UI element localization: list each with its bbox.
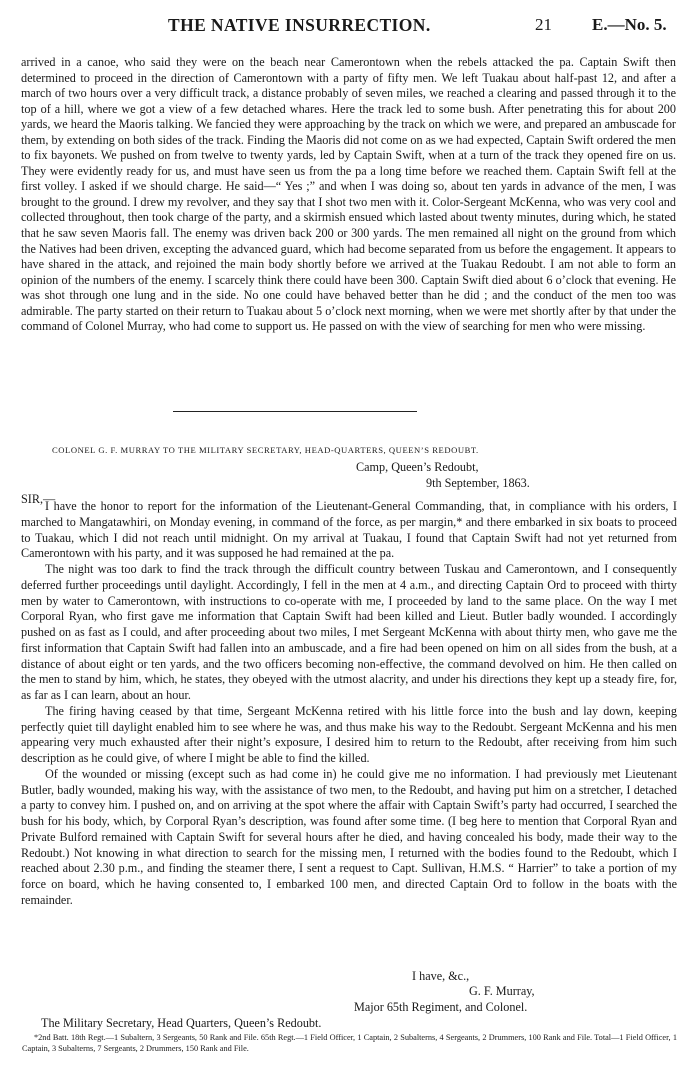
page-header: [0, 15, 700, 39]
page-number: 21: [535, 15, 552, 34]
letter-date: 9th September, 1863.: [426, 476, 530, 490]
letter-closing: I have, &c.,: [412, 969, 470, 983]
letter-paragraph: The firing having ceased by that time, Sergeant McKenna retired with his little force into the bush and lay down, keeping perfectly quiet till daylight enabled him to see where he was, and thus make his way to the Redoubt. Sergeant McKenna and his men appearing very much exhausted after their night’s exposure, I desired him to return to the Redoubt, after receiving from him such description as he could give, of where I might be able to find the killed.: [21, 703, 677, 765]
running-title: THE NATIVE INSURRECTION.: [168, 15, 431, 35]
letter-caption: COLONEL G. F. MURRAY TO THE MILITARY SECRETARY, HEAD-QUARTERS, QUEEN’S REDOUBT.: [52, 445, 479, 455]
force-footnote: *2nd Batt. 18th Regt.—1 Subaltern, 3 Sergeants, 50 Rank and File. 65th Regt.—1 Field Officer, 1 Captain, 2 Subalterns, 4 Sergeants, 2 Drummers, 100 Rank and File. Total—1 Field Officer, 1 Captain, 3 Subalterns, 7 Sergeants, 2 Drummers, 150 Rank and File.: [22, 1033, 677, 1054]
letter-addressee: The Military Secretary, Head Quarters, Queen’s Redoubt.: [41, 1016, 322, 1030]
signature-name: G. F. Murray,: [469, 984, 535, 998]
section-divider: [173, 411, 417, 412]
letter-paragraph: The night was too dark to find the track through the difficult country between Tuskau and Camerontown, and I consequently deferred further proceedings until daylight. Accordingly, I fell in the men at 4 a.m., and directing Captain Ord to proceed with thirty men by water to Camerontown, with instructions to co-operate with me, I proceeded by land to the same place. On the way I met Corporal Ryan, who first gave me information that Captain Swift had been killed and Lieut. Butler badly wounded. I accordingly pushed on as fast as I could, and after proceeding about two miles, I met Sergeant McKenna with about thirty men, who gave me the first information that Captain Swift had fallen into an ambuscade, and a fire had been opened on him on all sides from the bush, at a distance of about eight or ten yards, and the two officers becoming non-effective, the command devolved on him. He then called on the men to stand by him, which, he states, they obeyed with the utmost alacrity, and under his directions they kept up a steady fire, for, as far as I can learn, about an hour.: [21, 562, 677, 702]
signature-rank: Major 65th Regiment, and Colonel.: [354, 1000, 528, 1014]
continuation-paragraph: arrived in a canoe, who said they were on the beach near Camerontown when the rebels attacked the pa. Captain Swift then determined to proceed in the direction of Camerontown with a party of fifty men. We left Tuakau about half-past 12, and after a march of two hours over a very difficult track, a distance probably of seven miles, we reached a clearing and passed through it to the top of a hill, where we got a view of a few detached whares. Here the track led to some bush. After penetrating this for about 200 yards, we heard the Maoris talking. We fancied they were approaching by the track on which we were, and prepared an ambuscade for them, by extending on both sides of the track. Finding the Maoris did not come on as we had expected, Captain Swift ordered the men to fix bayonets. We pushed on from twelve to twenty yards, led by Captain Swift, when at a turn of the track they opened fire on us. They were evidently ready for us, and must have seen us from the pa a long time before we reached them. Captain Swift fell at the first volley. I asked if we should charge. He said—“ Yes ;” and when I was doing so, about ten yards in advance of the men, I was brought to the ground. I drew my revolver, and they say that I shot two men with it. Color-Sergeant McKenna, who was very cool and collected throughout, then took charge of the party, and a skirmish ensued which lasted about twenty minutes, during which, he stated that he saw seven Maoris fall. The enemy was driven back 200 or 300 yards. The men remained all night on the ground from which the Natives had been driven, excepting the advanced guard, which had become separated from us before the engagement. It appears to have shared in the attack, and rejoined the main body shortly before we arrived at the Tuakau Redoubt. I am not able to form an opinion of the numbers of the enemy. I scarcely think there could have been 300. Captain Swift died about 6 o’clock that evening. He was shot through one lung and in the side. No one could have behaved better than he did ; and the conduct of the men too was admirable. The party started on their return to Tuakau about 5 o’clock next morning, when we were met shortly after by that under the command of Colonel Murray, who had come to support us. He passed on with the view of searching for men who were missing.: [21, 55, 676, 334]
letter-salutation: SIR,—: [21, 492, 56, 506]
document-reference: E.—No. 5.: [592, 15, 667, 34]
letter-body: [21, 499, 677, 909]
letter-place: Camp, Queen’s Redoubt,: [356, 460, 479, 474]
letter-paragraph: Of the wounded or missing (except such as had come in) he could give me no information. I had previously met Lieutenant Butler, badly wounded, making his way, with the assistance of two men, to the Redoubt, and having put him on a stretcher, I detached a party to convey him. I pushed on, and on arriving at the spot where the affair with Captain Swift’s party had occurred, I searched the bush for his body, which, by Corporal Ryan’s description, was found after some time. (I beg here to mention that Corporal Ryan and Private Bulford remained with Captain Swift for several hours after he died, and having concealed his body, made their way to the Redoubt.) Not knowing in what direction to search for the missing men, I returned with the bodies found to the Redoubt, which I reached about 2.30 p.m., and finding the steamer there, I sent a request to Capt. Sullivan, H.M.S. “ Harrier” to take a portion of my force on board, which he having consented to, I embarked 100 men, and directed Captain Ord to follow in the boats with the remainder.: [21, 766, 677, 907]
continuation-text: [21, 55, 676, 335]
letter-paragraph: I have the honor to report for the information of the Lieutenant-General Commanding, that, in compliance with his orders, I marched to Mangatawhiri, on Monday evening, in command of the force, as per margin,* and there embarked in six boats to proceed to Tuakau, which I did not reach until midnight. On my arrival at Tuakau, I found that Captain Swift had not yet returned from Camerontown with his party, and it was supposed he had remained at the pa.: [21, 499, 677, 561]
